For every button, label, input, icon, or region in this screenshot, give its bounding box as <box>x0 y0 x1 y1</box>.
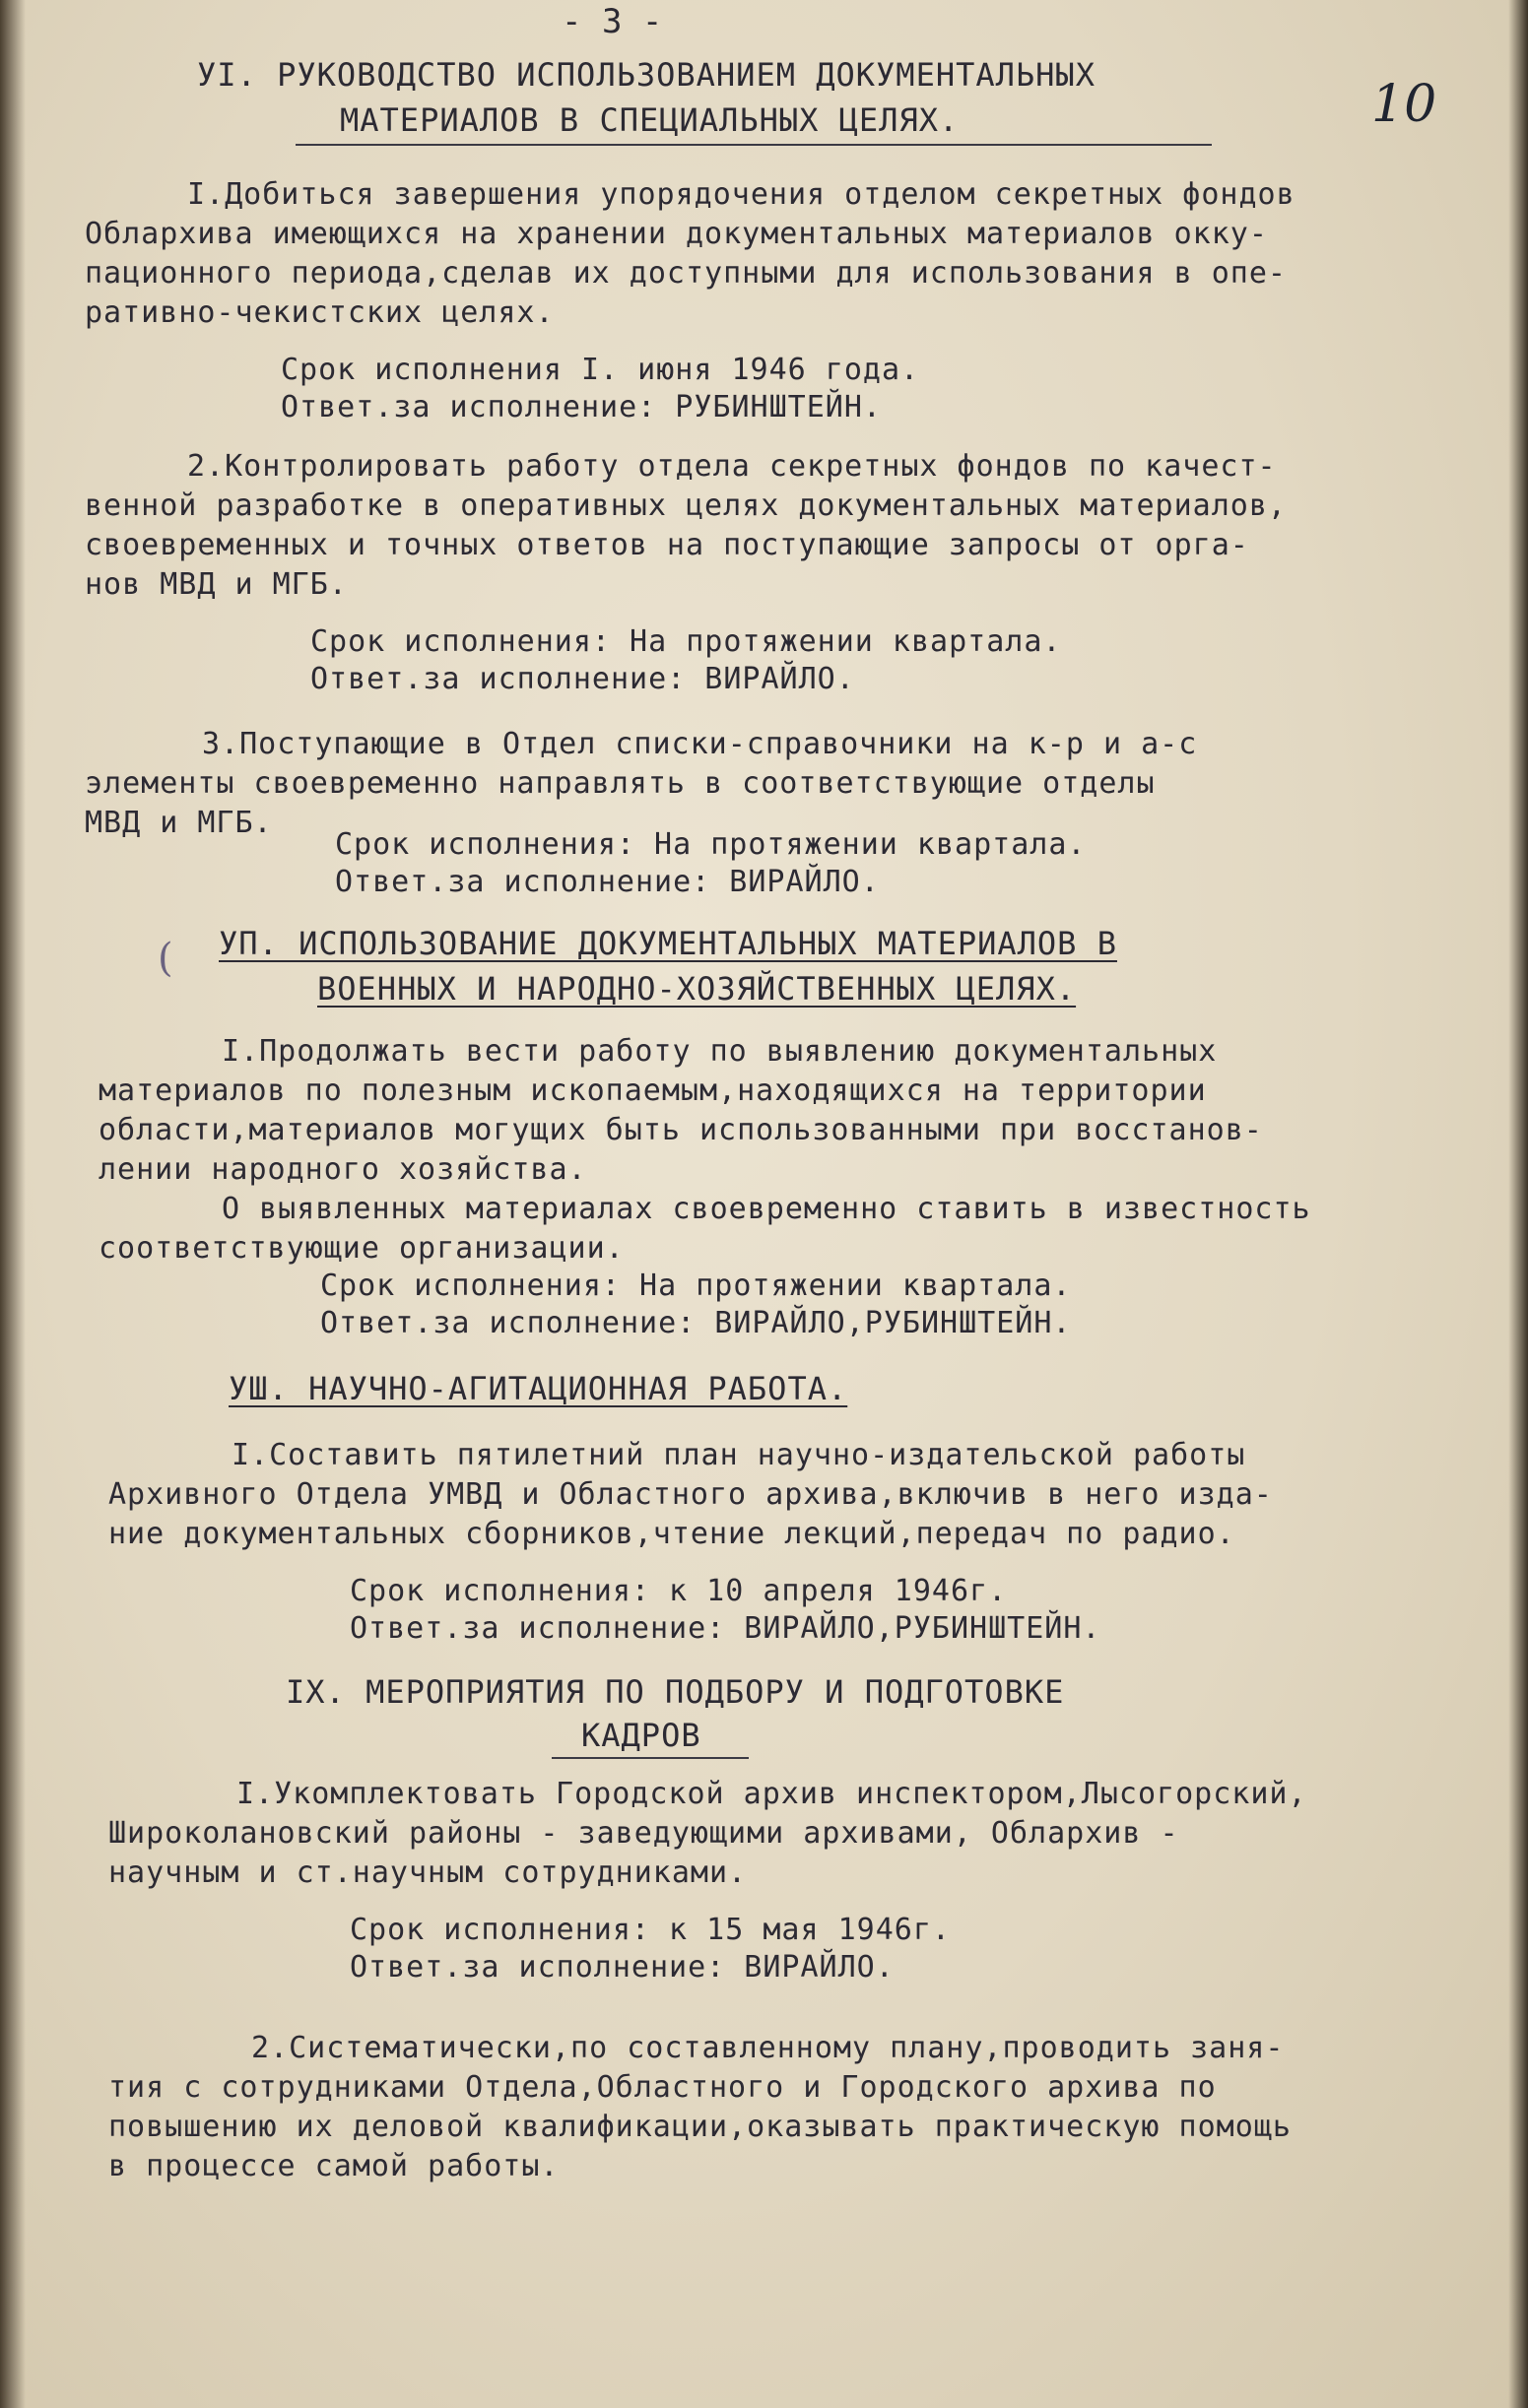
s7-p1-line-3: области,материалов могущих быть использованными при восстанов- <box>99 1113 1263 1147</box>
section-7-heading-line-1: УП. ИСПОЛЬЗОВАНИЕ ДОКУМЕНТАЛЬНЫХ МАТЕРИАЛОВ В <box>219 925 1117 962</box>
margin-mark: ( <box>158 936 173 981</box>
s6-p3-line-2: элементы своевременно направлять в соответствующие отделы <box>85 766 1156 801</box>
s8-p1-line-3: ние документальных сборников,чтение лекций,передач по радио. <box>108 1517 1235 1551</box>
s9-p2-line-3: повышению их деловой квалификации,оказывать практическую помощь <box>108 2110 1292 2144</box>
section-9-heading-line-2: КАДРОВ <box>581 1717 701 1754</box>
section-7-heading-line-2: ВОЕННЫХ И НАРОДНО-ХОЗЯЙСТВЕННЫХ ЦЕЛЯХ. <box>317 970 1077 1008</box>
s7-p1-line-5: О выявленных материалах своевременно ставить в известность <box>222 1192 1311 1226</box>
s8-p1-line-2: Архивного Отдела УМВД и Областного архива,включив в него изда- <box>108 1477 1273 1512</box>
s9-p1-line-1: I.Укомплектовать Городской архив инспектором,Лысогорский, <box>236 1777 1307 1811</box>
s9-p1-term: Срок исполнения: к 15 мая 1946г. <box>350 1913 951 1947</box>
page-right-edge <box>1508 0 1528 2408</box>
s8-p1-responsible: Ответ.за исполнение: ВИРАЙЛО,РУБИНШТЕЙН. <box>350 1611 1101 1646</box>
s7-p1-responsible: Ответ.за исполнение: ВИРАЙЛО,РУБИНШТЕЙН. <box>320 1306 1072 1340</box>
page-number: - 3 - <box>562 2 663 41</box>
s6-p2-line-2: венной разработке в оперативных целях документальных материалов, <box>85 488 1287 523</box>
s6-p1-line-2: Облархива имеющихся на хранении документальных материалов окку- <box>85 217 1268 251</box>
s6-p1-line-4: ративно-чекистских целях. <box>85 295 555 330</box>
page-binding-shadow <box>0 0 26 2408</box>
s6-p3-responsible: Ответ.за исполнение: ВИРАЙЛО. <box>335 865 880 899</box>
s6-p2-line-3: своевременных и точных ответов на поступающие запросы от орга- <box>85 528 1249 562</box>
s9-p2-line-4: в процессе самой работы. <box>108 2149 560 2183</box>
s9-p1-line-2: Широколановский районы - заведующими архивами, Облархив - <box>108 1816 1179 1851</box>
s6-p3-line-3: МВД и МГБ. <box>85 806 273 840</box>
s6-p1-line-1: I.Добиться завершения упорядочения отделом секретных фондов <box>187 177 1295 212</box>
section-6-underline <box>296 144 1212 146</box>
handwritten-sheet-number: 10 <box>1371 75 1437 134</box>
section-9-heading-line-1: IХ. МЕРОПРИЯТИЯ ПО ПОДБОРУ И ПОДГОТОВКЕ <box>286 1673 1065 1711</box>
section-6-heading-line-1: УI. РУКОВОДСТВО ИСПОЛЬЗОВАНИЕМ ДОКУМЕНТАЛЬНЫХ <box>197 56 1096 94</box>
s7-p1-line-1: I.Продолжать вести работу по выявлению документальных <box>222 1034 1218 1069</box>
s6-p2-line-4: нов МВД и МГБ. <box>85 567 348 602</box>
s6-p2-responsible: Ответ.за исполнение: ВИРАЙЛО. <box>310 662 855 696</box>
s9-p1-line-3: научным и ст.научным сотрудниками. <box>108 1855 748 1890</box>
s9-p2-line-2: тия с сотрудниками Отдела,Областного и Городского архива по <box>108 2070 1217 2105</box>
s8-p1-line-1: I.Составить пятилетний план научно-издательской работы <box>232 1438 1246 1472</box>
s9-p1-responsible: Ответ.за исполнение: ВИРАЙЛО. <box>350 1950 895 1985</box>
section-9-underline <box>552 1757 749 1759</box>
s6-p1-term: Срок исполнения I. июня 1946 года. <box>281 353 920 387</box>
s6-p3-line-1: 3.Поступающие в Отдел списки-справочники на к-р и а-с <box>202 727 1198 761</box>
s7-p1-term: Срок исполнения: На протяжении квартала. <box>320 1269 1072 1303</box>
s6-p2-term: Срок исполнения: На протяжении квартала. <box>310 624 1062 659</box>
s7-p1-line-2: материалов по полезным ископаемым,находящихся на территории <box>99 1074 1207 1108</box>
s8-p1-term: Срок исполнения: к 10 апреля 1946г. <box>350 1574 1008 1608</box>
s7-p1-line-4: лении народного хозяйства. <box>99 1152 587 1187</box>
s6-p1-responsible: Ответ.за исполнение: РУБИНШТЕЙН. <box>281 390 882 424</box>
section-6-heading-line-2: МАТЕРИАЛОВ В СПЕЦИАЛЬНЫХ ЦЕЛЯХ. <box>340 101 960 139</box>
s6-p3-term: Срок исполнения: На протяжении квартала. <box>335 827 1087 862</box>
s9-p2-line-1: 2.Систематически,по составленному плану,проводить заня- <box>251 2031 1285 2065</box>
section-8-heading: УШ. НАУЧНО-АГИТАЦИОННАЯ РАБОТА. <box>229 1370 848 1407</box>
s6-p2-line-1: 2.Контролировать работу отдела секретных фондов по качест- <box>187 449 1277 484</box>
s6-p1-line-3: пационного периода,сделав их доступными для использования в опе- <box>85 256 1287 291</box>
s7-p1-line-6: соответствующие организации. <box>99 1231 625 1266</box>
